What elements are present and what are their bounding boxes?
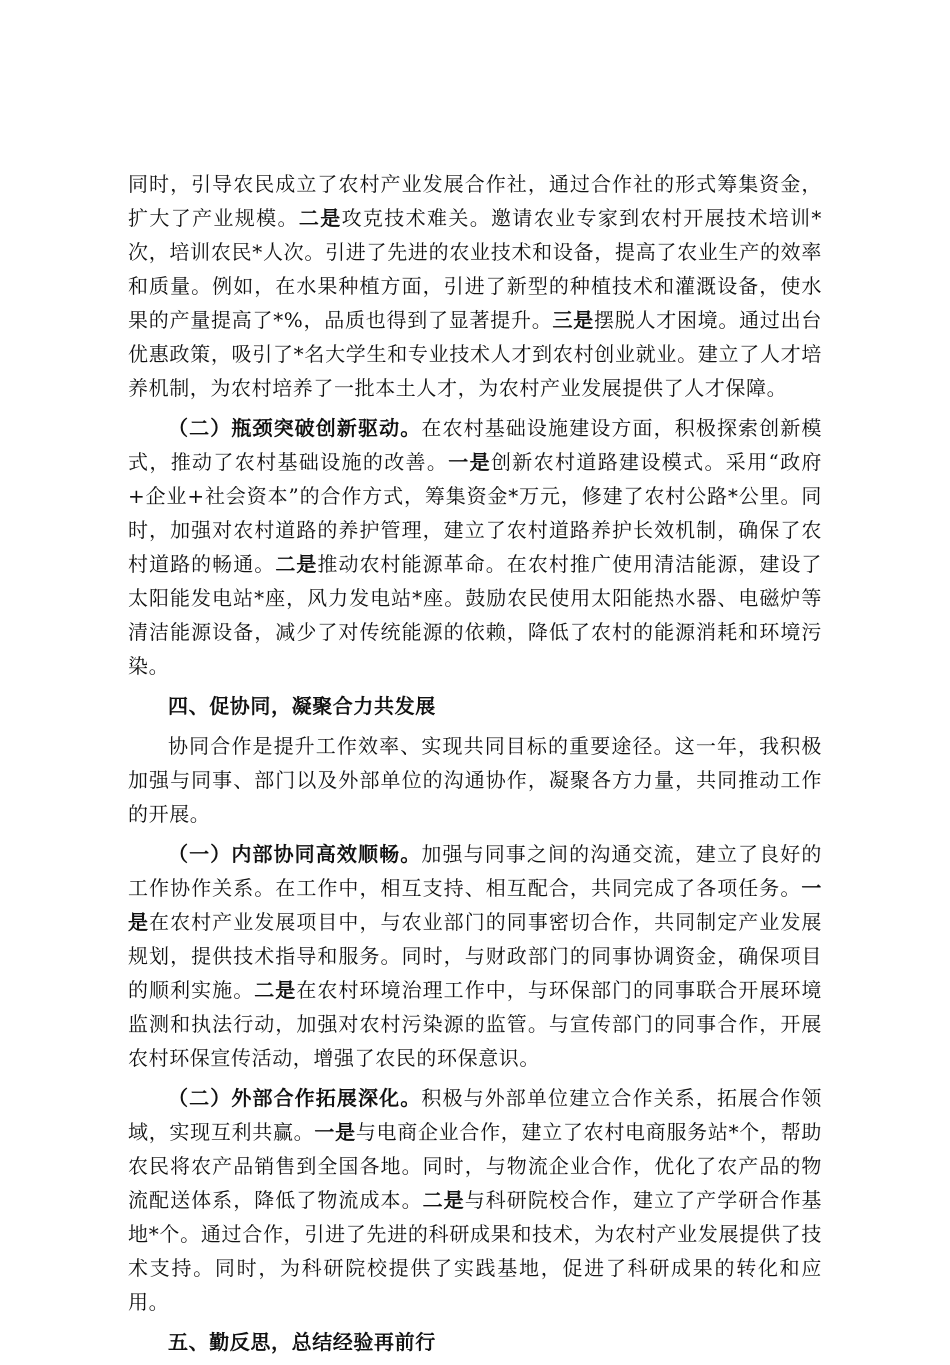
emphasis-marker: 三是 <box>552 308 594 332</box>
paragraph-text: 协同合作是提升工作效率、实现共同目标的重要途径。这一年，我积极加强与同事、部门以及外部单位的沟通协作，凝聚各方力量，共同推动工作的开展。 <box>128 734 822 826</box>
paragraph-text: 在农村产业发展项目中，与农业部门的同事密切合作，共同制定产业发展规划，提供技术指导和服务。同时，与财政部门的同事协调资金，确保项目的顺利实施。 <box>128 910 822 1002</box>
emphasis-marker: 二是 <box>254 978 297 1002</box>
paragraph-text: 创新农村道路建设模式。采用“政府+企业+社会资本”的合作方式，筹集资金*万元，修建了农村公路*公里。同时，加强对农村道路的养护管理，建立了农村道路养护长效机制，确保了农村道路的畅通。 <box>128 450 823 576</box>
paragraph-text: 推动农村能源革命。在农村推广使用清洁能源，建设了太阳能发电站*座，风力发电站*座。鼓励农民使用太阳能热水器、电磁炉等清洁能源设备，减少了对传统能源的依赖，降低了农村的能源消耗和环境污染。 <box>128 552 823 678</box>
paragraph-text: 摆脱人才困境。通过出台优惠政策，吸引了*名大学生和专业技术人才到农村创业就业。建立了人才培养机制，为农村培养了一批本土人才，为农村产业发展提供了人才保障。 <box>128 308 822 400</box>
paragraph-text: 在农村环境治理工作中，与环保部门的同事联合开展环境监测和执法行动，加强对农村污染源的监管。与宣传部门的同事合作，开展农村环保宣传活动，增强了农民的环保意识。 <box>128 978 822 1070</box>
subsection-title: （二）外部合作拓展深化。 <box>168 1086 422 1110</box>
paragraph-internal <box>128 837 822 1075</box>
emphasis-marker: 二是 <box>422 1188 465 1212</box>
document-body <box>128 167 822 1365</box>
paragraph-text: 攻克技术难关。邀请农业专家到农村开展技术培训*次，培训农民*人次。引进了先进的农业技术和设备，提高了农业生产的效率和质量。例如，在水果种植方面，引进了新型的种植技术和灌溉设备，使水果的产量提高了*%，品质也得到了显著提升。 <box>128 206 822 332</box>
paragraph-text: 加强与同事之间的沟通交流，建立了良好的工作协作关系。在工作中，相互支持、相互配合，共同完成了各项任务。 <box>128 842 822 900</box>
emphasis-marker: 一是 <box>128 876 822 934</box>
paragraph-text: 与科研院校合作，建立了产学研合作基地*个。通过合作，引进了先进的科研成果和技术，为农村产业发展提供了技术支持。同时，为科研院校提供了实践基地，促进了科研成果的转化和应用。 <box>128 1188 822 1314</box>
paragraph-text: 与电商企业合作，建立了农村电商服务站*个，帮助农民将农产品销售到全国各地。同时，与物流企业合作，优化了农产品的物流配送体系，降低了物流成本。 <box>128 1120 822 1212</box>
paragraph-text: 同时，引导农民成立了农村产业发展合作社，通过合作社的形式筹集资金，扩大了产业规模。 <box>128 172 822 230</box>
emphasis-marker: 二是 <box>275 552 318 576</box>
paragraph-external <box>128 1081 822 1319</box>
paragraph-text: 在农村基础设施建设方面，积极探索创新模式，推动了农村基础设施的改善。 <box>128 416 822 474</box>
paragraph-text: 积极与外部单位建立合作关系，拓展合作领域，实现互利共赢。 <box>128 1086 822 1144</box>
paragraph-intro <box>128 729 822 831</box>
subsection-title: （一）内部协同高效顺畅。 <box>168 842 422 866</box>
paragraph-continuation <box>128 167 822 405</box>
emphasis-marker: 一是 <box>314 1120 356 1144</box>
subsection-title: （二）瓶颈突破创新驱动。 <box>168 416 422 440</box>
emphasis-marker: 一是 <box>448 450 491 474</box>
section-heading: 五、勤反思，总结经验再前行 <box>168 1330 436 1354</box>
paragraph-innovation <box>128 411 822 683</box>
emphasis-marker: 二是 <box>298 206 342 230</box>
section-heading: 四、促协同，凝聚合力共发展 <box>168 694 436 718</box>
